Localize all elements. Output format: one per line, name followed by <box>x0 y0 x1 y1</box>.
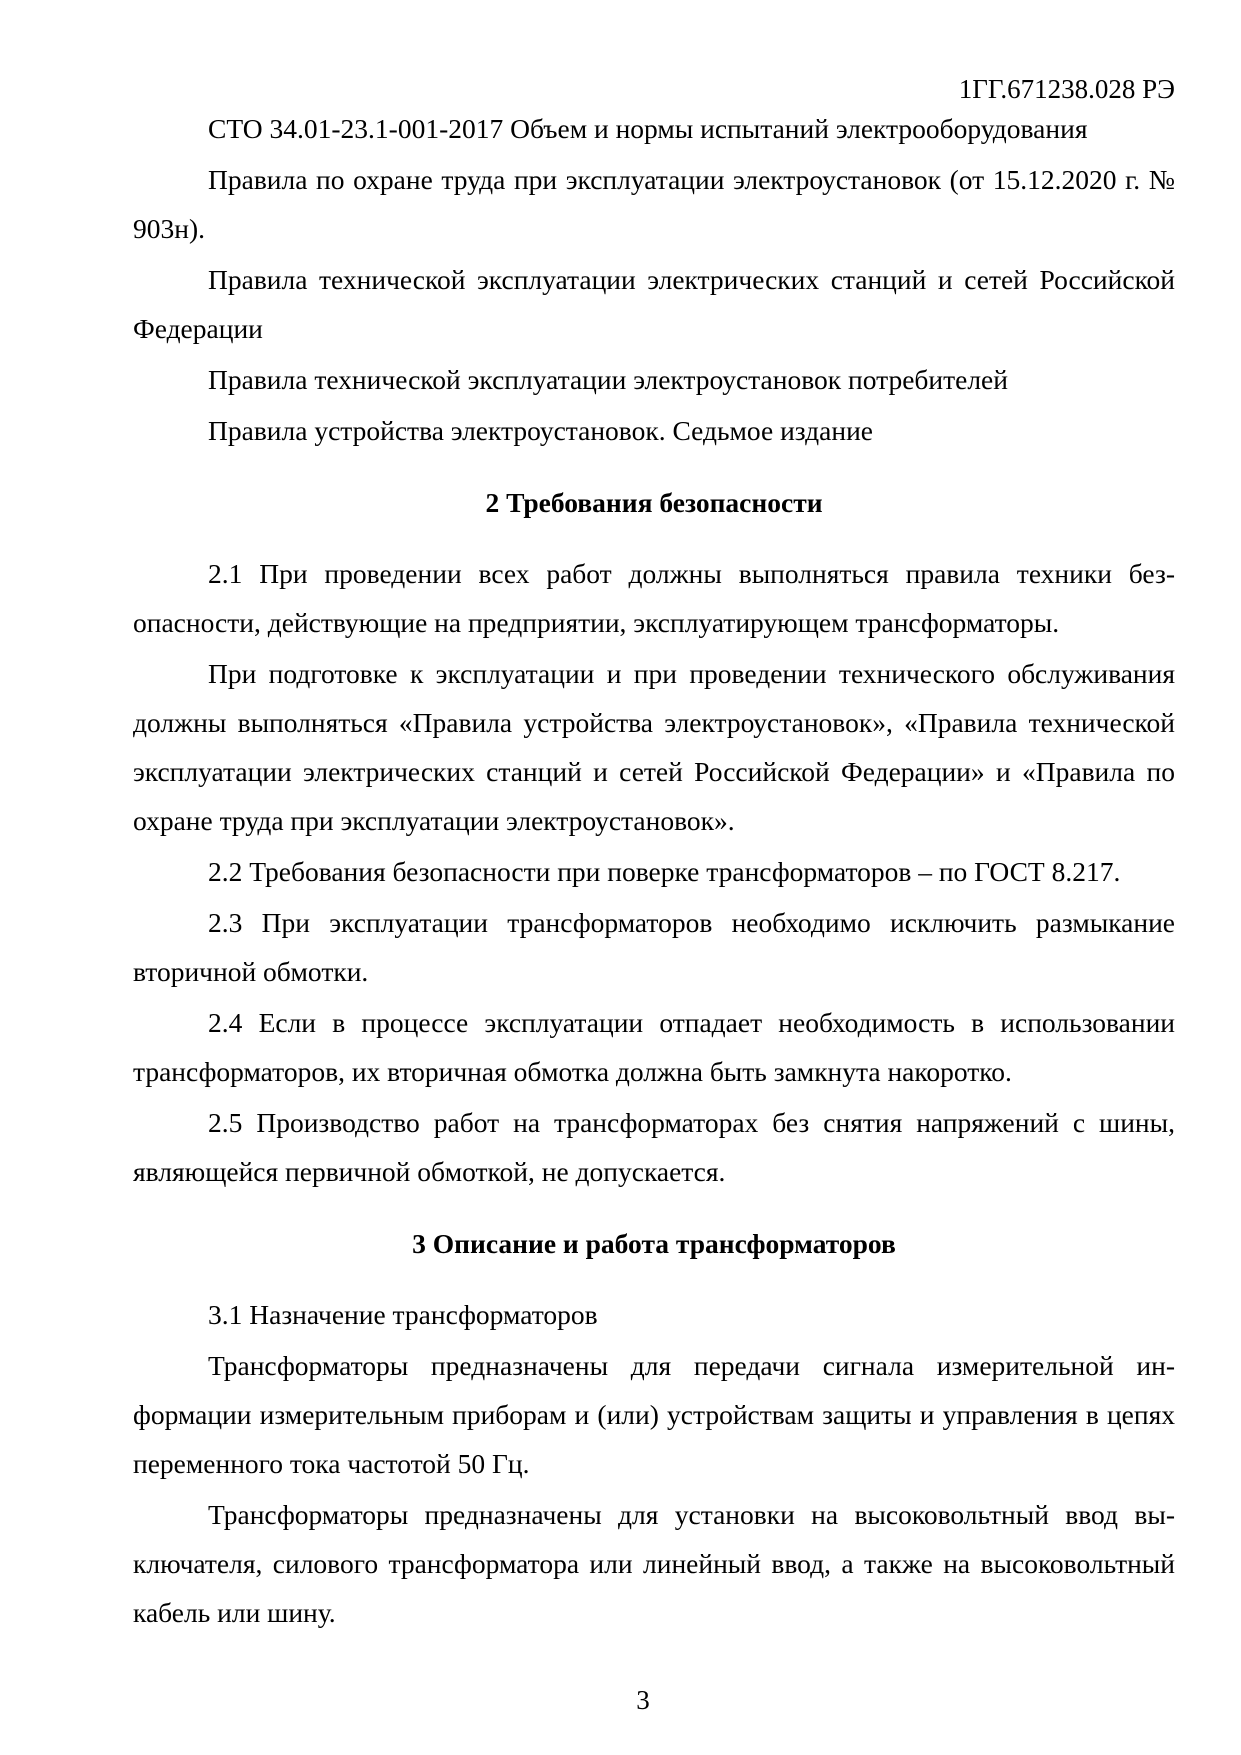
reference-item: Правила технической эксплуатации электрических станций и сетей Российской Федерации <box>133 264 1175 344</box>
reference-item: Правила технической эксплуатации электроустановок потребителей <box>208 364 1008 395</box>
paragraph: 2.3 При эксплуатации трансформаторов необходимо исключить размыкание вторичной обмотки. <box>133 907 1175 987</box>
paragraph: 2.5 Производство работ на трансформаторах без снятия напряжений с шины, являющейся первичной обмоткой, не допускается. <box>133 1107 1175 1187</box>
reference-item: Правила по охране труда при эксплуатации электроустановок (от 15.12.2020 г. № 903н). <box>133 164 1175 244</box>
paragraph: 2.2 Требования безопасности при поверке трансформаторов – по ГОСТ 8.217. <box>208 856 1121 887</box>
page-number: 3 <box>636 1685 650 1715</box>
subsection-heading: 3.1 Назначение трансформаторов <box>208 1299 598 1330</box>
section-heading: 2 Требования безопасности <box>485 487 823 518</box>
paragraph: Трансформаторы предназначены для передачи сигнала измерительной информации измерительным приборам и (или) устройствам защиты и управления в цепях переменного тока частотой 50 Гц. <box>133 1350 1175 1479</box>
paragraph: При подготовке к эксплуатации и при проведении технического обслуживания должны выполняться «Правила устройства электроустановок», «Правила технической эксплуатации электрических станций и сетей Российской Федерации» и «Правила по охране труда при эксплуатации электроустановок». <box>133 658 1175 836</box>
paragraph: 2.1 При проведении всех работ должны выполняться правила техники безопасности, действующие на предприятии, эксплуатирующем трансформаторы. <box>133 558 1175 638</box>
document-code: 1ГГ.671238.028 РЭ <box>958 74 1175 104</box>
section-heading: 3 Описание и работа трансформаторов <box>412 1228 896 1259</box>
reference-item: Правила устройства электроустановок. Седьмое издание <box>208 415 873 446</box>
paragraph: Трансформаторы предназначены для установки на высоковольтный ввод выключателя, силового трансформатора или линейный ввод, а также на высоковольтный кабель или шину. <box>133 1499 1175 1628</box>
page-body <box>133 104 1175 1637</box>
paragraph: 2.4 Если в процессе эксплуатации отпадает необходимость в использовании трансформаторов, их вторичная обмотка должна быть замкнута накоротко. <box>133 1007 1175 1087</box>
reference-item: СТО 34.01-23.1-001-2017 Объем и нормы испытаний электрооборудования <box>208 113 1088 144</box>
